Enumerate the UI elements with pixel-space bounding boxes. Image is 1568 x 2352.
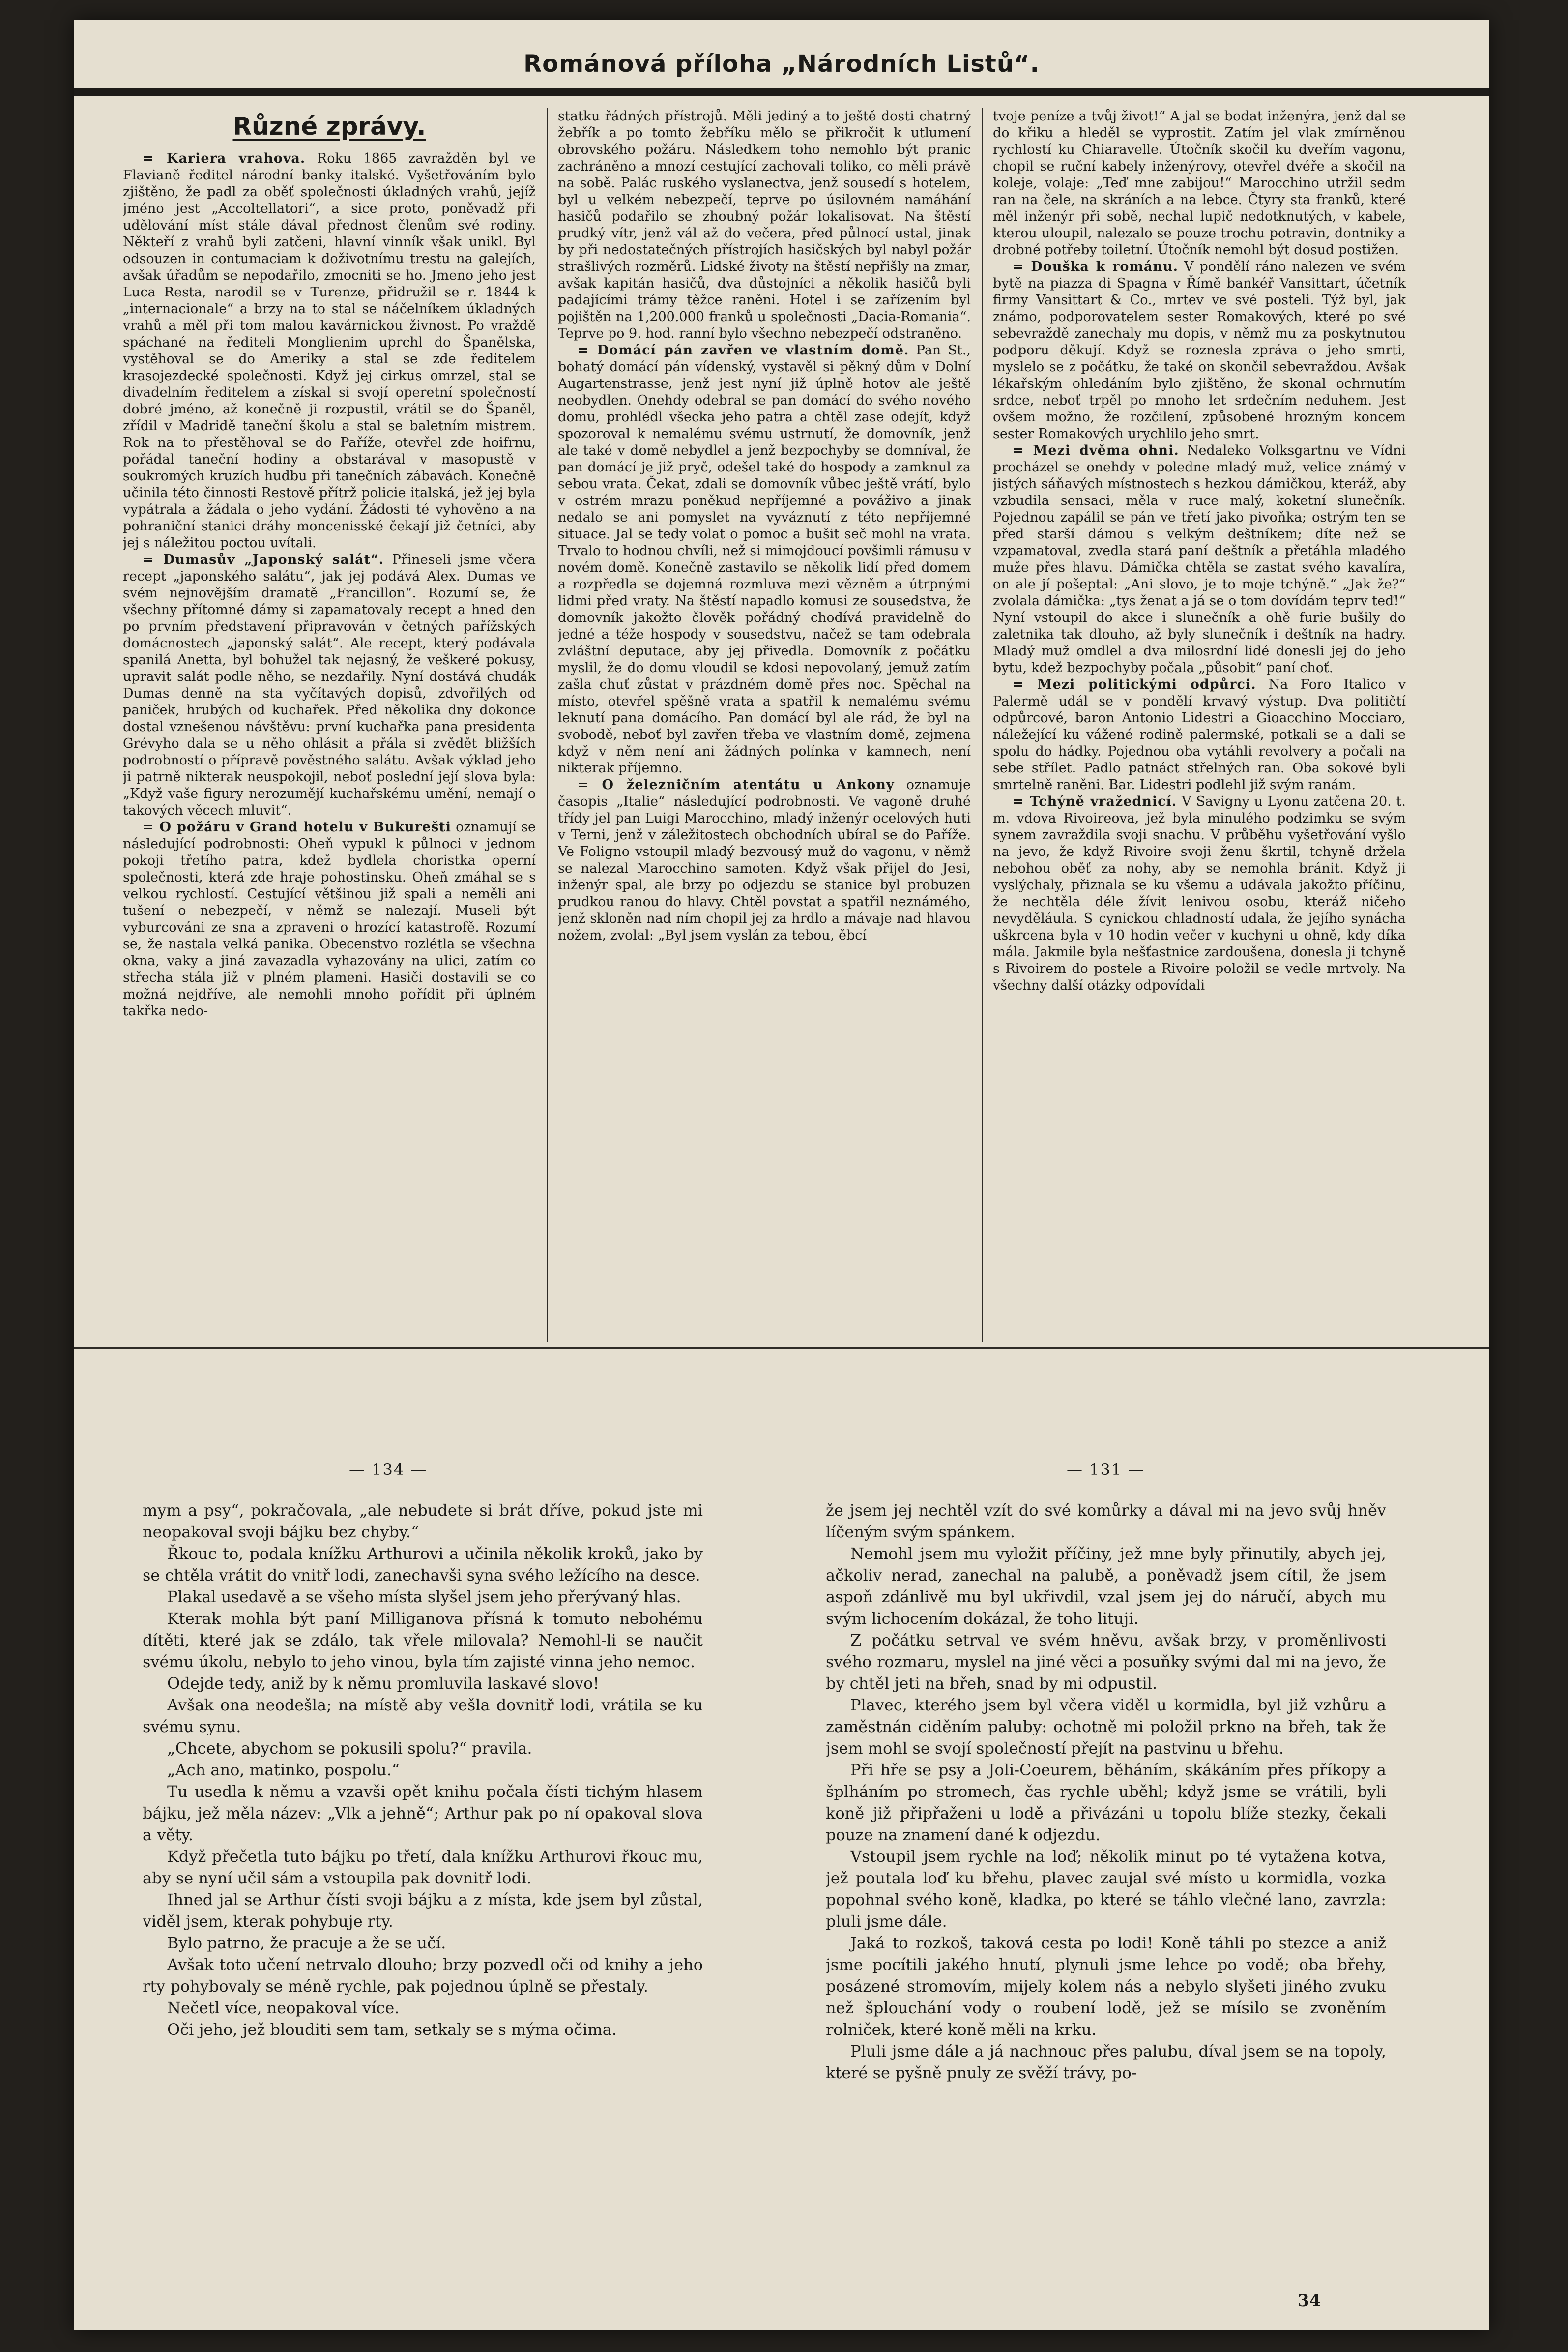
novel-paragraph: Při hře se psy a Joli-Coeurem, běháním, skákáním přes příkopy a šplháním po stromech, čas rychle uběhl; když jsme se vrátili, byli koně již připřaženi u lodě a přivázáni u topolu blíže stezky, čekali pouze na znamení dané k odjezdu. <box>826 1761 1386 1844</box>
news-item <box>123 552 536 819</box>
news-item-text: oznamuje časopis „Italie“ následující podrobnosti. Ve vagoně druhé třídy jel pan Luigi Marocchino, mladý inženýr ocelových huti v Terni, jenž v záležitostech obchodních ubíral se do Paříže. Ve Foligno vstoupil mladý bezvousý muž do vagonu, v němž se nalezal Marocchino samoten. Když však přijel do Jesi, inženýr spal, ale brzy po odjezdu se stanice byl probuzen prudkou ranou do hlavy. Chtěl povstat a spatřil neznámého, jenž skloněn nad ním chopil jej za hrdlo a mávaje nad hlavou nožem, zvolal: „Byl jsem vyslán za tebou, ěbcí <box>558 777 971 943</box>
news-item-title: = O železničním atentátu u Ankony <box>578 777 895 793</box>
news-item-title: = Mezi politickými odpůrci. <box>1013 677 1256 692</box>
section-divider <box>74 1347 1489 1349</box>
novel-paragraph: Plavec, kterého jsem byl včera viděl u kormidla, byl již vzhůru a zaměstnán ciděním paluby: ochotně mi položil prkno na břeh, tak že jsem mohl se svojí společností přejít na pastvinu u břehu. <box>826 1696 1386 1758</box>
news-item-title: = O požáru v Grand hotelu v Bukurešti <box>143 820 451 835</box>
novel-left-page <box>143 1499 703 2286</box>
news-column-1 <box>123 108 536 1347</box>
news-item-title: = Dumasův „Japonský salát“. <box>143 552 384 567</box>
signature-mark: 34 <box>1298 2291 1321 2311</box>
novel-paragraph: Pluli jsme dále a já nachnouc přes palubu, díval jsem se na topoly, které se pyšně pnuly ze svěží trávy, po- <box>826 2042 1386 2082</box>
column-divider <box>982 108 983 1342</box>
novel-paragraph: Nemohl jsem mu vyložit příčiny, jež mne byly přinutily, abych jej, ačkoliv nerad, zanechal na palubě, a poněvadž jsem cítil, že jsem aspoň zdánlivě mu byl ukřivdil, vzal jsem jej do náručí, abych mu svým lichocením dokázal, že toho lituji. <box>826 1544 1386 1628</box>
news-item <box>123 819 536 1020</box>
news-item-text: V pondělí ráno nalezen ve svém bytě na piazza di Spagna v Římě bankéř Vansittart, účetník firmy Vansittart & Co., mrtev ve své posteli. Týž byl, jak známo, podporovatelem sester Romakových, které po své sebevraždě zanechaly mu dopis, v němž mu za poskytnutou podporu děkují. Když se roznesla zpráva o jeho smrti, myslelo se z počátku, že také on skončil sebevraždou. Avšak lékařským ohledáním bylo zjištěno, že skonal ochrnutím srdce, neboť trpěl po mnoho let srdečním neduhem. Jest ovšem možno, že rozčilení, způsobené hrozným koncem sester Romakových urychlilo jeho smrt. <box>993 259 1406 441</box>
novel-paragraph: Když přečetla tuto bájku po třetí, dala knížku Arthurovi řkouc mu, aby se nyní učil sám a vstoupila pak dovnitř lodi. <box>143 1847 703 1887</box>
novel-paragraph: Ihned jal se Arthur čísti svoji bájku a z místa, kde jsem byl zůstal, viděl jsem, kterak pohybuje rty. <box>143 1890 703 1931</box>
novel-paragraph: Tu usedla k němu a vzavši opět knihu počala čísti tichým hlasem bájku, jež měla název: „Vlk a jehně“; Arthur pak po ní opakoval slova a věty. <box>143 1782 703 1844</box>
page-number-right: — 131 — <box>1067 1460 1145 1479</box>
news-item <box>558 108 971 342</box>
news-item-text: tvoje peníze a tvůj život!“ A jal se bodat inženýra, jenž dal se do křiku a hleděl se vyprostit. Zatím jel vlak zmírněnou rychlostí ku Chiaravelle. Útočník skočil ku dveřím vagonu, chopil se ruční kabely inženýrovy, otevřel dvéře a skočil na koleje, volaje: „Teď mne zabijou!“ Marocchino utržil sedm ran na čele, na skráních a na lebce. Čtyry sta franků, které měl inženýr při sobě, nechal lupič nedotknutých, v kabele, kterou uloupil, nalezalo se pouze trochu potravin, dontniky a drobné potřeby toiletní. Útočník nemohl být dosud postižen. <box>993 109 1406 258</box>
news-item <box>993 259 1406 442</box>
novel-paragraph: Vstoupil jsem rychle na loď; několik minut po té vytažena kotva, jež poutala loď ku břehu, plavec zaujal své místo u kormidla, vozka popohnal svého koně, kladka, po které se táhlo vlečné lano, zavrzla: pluli jsme dále. <box>826 1847 1386 1931</box>
news-item-text: Na Foro Italico v Palermě udál se v pondělí krvavý výstup. Dva političtí odpůrcové, baron Antonio Lidestri a Gioacchino Mocciaro, náležející ku vážené rodině palermské, potkali se a dali se spolu do hádky. Pojednou oba vytáhli revolvery a počali na sebe střílet. Padlo patnáct střelných ran. Oba sokové byli smrtelně raněni. Bar. Lidestri podlehl již svým ranám. <box>993 677 1406 793</box>
novel-paragraph: Kterak mohla být paní Milliganova přísná k tomuto nebohému dítěti, které jak se zdálo, tak vřele milovala? Nemohl-li se naučit svému úkolu, nebylo to jeho vinou, byla tím zajisté vinna jeho nemoc. <box>143 1609 703 1671</box>
novel-right-page <box>826 1499 1386 2286</box>
news-item <box>558 342 971 777</box>
novel-paragraph: Odejde tedy, aniž by k němu promluvila laskavé slovo! <box>167 1674 600 1693</box>
section-title: Různé zprávy. <box>232 112 426 141</box>
running-title: Románová příloha „Národních Listů“. <box>523 50 1040 78</box>
novel-paragraph: „Chcete, abychom se pokusili spolu?“ pravila. <box>167 1739 532 1758</box>
news-item-title: = Tchýně vražednicí. <box>1013 794 1177 809</box>
news-item-text: Přineseli jsme včera recept „japonského salátu“, jak jej podává Alex. Dumas ve svém nejnovějším dramatě „Francillon“. Rozumí se, že všechny přítomné dámy si zapamatovaly recept a hned den po prvním představení připravován v četných pařížských domácnostech „japonský salát“. Ale recept, který podávala spanilá Anetta, byl bohužel tak nejasný, že veškeré pokusy, upravit salát podle něho, se nezdařily. Nyní dostává chudák Dumas denně na sta vyčítavých dopisů, zdvořilých od paniček, hrubých od kuchařek. Před několika dny dokonce dostal vznešenou návštěvu: první kuchařka pana presidenta Grévyho dala se u něho ohlásit a přála si zvědět bližších podrobností o přípravě pověstného salátu. Avšak výklad jeho ji patrně nikterak neuspokojil, neboť poslední její slova byla: „Když vaše figury nerozumějí kuchařskému umění, nemají o takových věcech mluvit“. <box>123 552 536 818</box>
novel-paragraph: Bylo patrno, že pracuje a že se učí. <box>167 1934 446 1952</box>
news-column-3 <box>993 108 1406 1347</box>
news-item-text: Nedaleko Volksgartnu ve Vídni procházel se onehdy v poledne mladý muž, velice známý v jistých sáňavých místnostech s hezkou dámičkou, kteráž, aby vzbudila sensaci, měla v ruce malý, koketní slunečník. Pojednou zapálil se pán ve třetí jako pivoňka; ostrým ten se před starší dámou s velkým deštníkem; díte než se vzpamatoval, zvedla stará paní deštník a přetáhla mladého muže přes hlavu. Dámička chtěla se zastat svého kavalíra, on ale jí pošeptal: „Ani slovo, je to moje tchýně.“ „Jak že?“ zvolala dámička: „tys ženat a já se o tom dovídám teprv teď!“ Nyní vstoupil do akce i slunečník a ohě furie bušily do zaletnika tak dlouho, až byly slunečník i deštník na hadry. Mladý muž omdlel a dva milosrdní lidé donesli jej do jeho bytu, kdež bezpochyby počala „působit“ paní choť. <box>993 443 1406 676</box>
novel-paragraph: že jsem jej nechtěl vzít do své komůrky a dával mi na jevo svůj hněv líčeným svým spánkem. <box>826 1501 1386 1541</box>
novel-paragraph: Z počátku setrval ve svém hněvu, avšak brzy, v proměnlivosti svého rozmaru, myslel na jiné věci a posuňky svými dal mi na jevo, že by chtěl jeti na břeh, snad by mi odpustil. <box>826 1631 1386 1693</box>
novel-paragraph: Oči jeho, jež blouditi sem tam, setkaly se s mýma očima. <box>167 2020 617 2039</box>
column-divider <box>547 108 548 1342</box>
news-item <box>993 794 1406 994</box>
news-column-2 <box>558 108 971 1347</box>
novel-paragraph: mym a psy“, pokračovala, „ale nebudete si brát dříve, pokud jste mi neopakoval svoji bájku bez chyby.“ <box>143 1501 703 1541</box>
novel-paragraph: Avšak ona neodešla; na místě aby vešla dovnitř lodi, vrátila se ku svému synu. <box>143 1696 703 1736</box>
news-item <box>993 442 1406 676</box>
novel-paragraph: Jaká to rozkoš, taková cesta po lodi! Koně táhli po stezce a aniž jsme pocítili jakého hnutí, plynuli jsme lehce po vodě; oba břehy, posázené stromovím, mijely kolem nás a nebylo slyšeti jiného zvuku než šplouchání vody o roubení lodě, jež se mísilo se zvoněním rolniček, které koně měli na krku. <box>826 1934 1386 2039</box>
header-rule <box>74 88 1489 96</box>
news-item-title: = Douška k románu. <box>1013 259 1179 274</box>
news-item <box>558 777 971 944</box>
novel-paragraph: Řkouc to, podala knížku Arthurovi a učinila několik kroků, jako by se chtěla vrátit do vnitř lodi, zanechavši syna svého ležícího na desce. <box>143 1544 703 1585</box>
news-item-text: oznamují se následující podrobnosti: Oheň vypukl k půlnoci v jednom pokoji třetího patra, kdež bydlela choristka operní společnosti, která zde hraje pohostinsku. Oheň zmáhal se s velkou rychlostí. Cestující většinou již spali a neměli ani tušení o nebezpečí, v němž se nalezají. Museli být vyburcováni ze sna a zpraveni o hrozící katastrofě. Rozumí se, že nastala velká panika. Obecenstvo rozlétla se všechna okna, vaky a jiná zavazadla vyhazovány na ulici, zatím co střecha stála již v plném plameni. Hasiči dostavili se co možná nejdříve, ale nemohli mnoho pořídit při úplném takřka nedo- <box>123 820 536 1019</box>
novel-paragraph: Nečetl více, neopakoval více. <box>167 1999 400 2017</box>
news-item-text: V Savigny u Lyonu zatčena 20. t. m. vdova Rivoireova, jež byla minulého podzimku se svým synem zavraždila svoji snachu. V průběhu vyšetřování vyšlo na jevo, že když Rivoire svoji ženu škrtil, tchyně držela nebohou oběť za nohy, aby se nemohla bránit. Když ji vyslýchaly, přiznala se ku všemu a udávala jakožto příčinu, že nechtěla déle žívit lenivou osobu, kteráž ničeho nevyděláula. S cynickou chladností udala, že jejího synácha uškrcena byla v 10 hodin večer v kuchyni u ohně, kdy díka mála. Jakmile byla nešťastnice zardoušena, donesla ji tchyně s Rivoirem do postele a Rivoire položil se vedle mrtvoly. Na všechny další otázky odpovídali <box>993 794 1406 993</box>
news-item-text: Roku 1865 zavražděn byl ve Flavianě ředitel národní banky italské. Vyšetřováním bylo zjištěno, že padl za oběť společnosti úkladných vrahů, jejíž jméno jest „Accoltellatori“, a sice proto, poněvadž při udělování míst stále dával přednost členům své rodiny. Někteří z vrahů byli zatčeni, hlavní vinník však unikl. Byl odsouzen in contumaciam k doživotnímu trestu na galejích, avšak úřadům se nepodařilo, zmocniti se ho. Jmeno jeho jest Luca Resta, narodil se v Turenze, přidružil se r. 1844 k „internacionale“ a brzy na to stal se náčelníkem úkladných vrahů a měl při tom malou kavárnickou živnost. Po vraždě spáchané na řediteli Monglienim uprchl do Španělska, vystěhoval se do Ameriky a stal se zde ředitelem krasojezdecké společnosti. Když jej cirkus omrzel, stal se divadelním ředitelem a získal si svojí operetní společností dobré jméno, až konečně ji rozpustil, vrátil se do Španěl, zřídil v Madridě taneční školu a stal se baletním mistrem. Rok na to přestěhoval se do Paříže, otevřel zde hoifrnu, pořádal taneční hodiny a obstarával v masopustě v soukromých kruzích hudbu při tanečních zábavách. Konečně učinila této činnosti Restově přítrž policie italská, jež jej byla vypátrala a žádala o jeho vydání. Žádosti té vyhověno a na pohraniční stanici dráhy moncenisské čekají již četníci, aby jej s náležitou poctou uvítali. <box>123 151 536 551</box>
news-item-text: statku řádných přístrojů. Měli jediný a to ještě dosti chatrný žebřík a po tomto žebříku mělo se přikročit k utlumení obrovského požáru. Následkem toho nemohlo být pranic zachráněno a mnozí cestující zachovali toliko, co měli právě na sobě. Palác ruského vyslanectva, jenž sousedí s hotelem, byl u velkém nebezpečí, teprve po úsilovném namáhání hasičů podařilo se zhoubný požár lokalisovat. Na štěstí prudký vítr, jenž vál až do večera, před půlnocí ustal, jinak by při nedostatečných přístrojích hasičských byl nabyl požár strašlivých rozměrů. Lidské životy na štěstí nepřišly na zmar, avšak kapitán hasičů, dva důstojníci a několik hasičů byli padajícími trámy těžce raněni. Hotel i se zařízením byl pojištěn na 1,200.000 franků u společnosti „Dacia-Romania“. Teprve po 9. hod. ranní bylo všechno nebezpečí odstraněno. <box>558 109 971 341</box>
newspaper-page <box>74 20 1489 2330</box>
page-number-left: — 134 — <box>349 1460 428 1479</box>
news-item-title: = Kariera vrahova. <box>143 151 306 166</box>
novel-paragraph: Plakal usedavě a se všeho místa slyšel jsem jeho přerývaný hlas. <box>167 1588 681 1606</box>
news-item-title: = Mezi dvěma ohni. <box>1013 443 1179 458</box>
news-item-title: = Domácí pán zavřen ve vlastním domě. <box>578 343 909 358</box>
novel-paragraph: „Ach ano, matinko, pospolu.“ <box>167 1761 400 1779</box>
news-item-text: Pan St., bohatý domácí pán vídenský, vystavěl si pěkný dům v Dolní Augartenstrasse, jenž jest nyní již úplně hotov ale ještě neobydlen. Onehdy odebral se pan domácí do svého nového domu, prohlédl všecka jeho patra a chtěl zase odejít, když spozoroval k nemalému svému ustrnutí, že domovník, jenž ale také v domě nebydlel a jenž bezpochyby se domníval, že pan domácí je již pryč, odešel také do hospody a zamknul za sebou vrata. Čekat, zdali se domovník vůbec ještě vrátí, bylo v ostrém mrazu poněkud nepříjemné a pováživo a jinak nedalo se ani pomyslet na vyváznutí z této nepříjemné situace. Jal se tedy volat o pomoc a bušit seč mohl na vrata. Trvalo to hodnou chvíli, než si mimojdoucí povšimli rámusu v novém domě. Konečně zastavilo se několik lidí před domem a rozpředla se dojemná rozmluva mezi vězněm a útrpnými lidmi před vraty. Na štěstí napadlo komusi ze sousedstva, že domovník jakožto člověk pořádný chodívá pravidelně do jedné a téže hospody v sousedstvu, načež se tam odebrala zvláštní deputace, aby jej přivedla. Domovník z počátku myslil, že do domu vloudil se kdosi nepovolaný, jemuž zatím zašla chuť zůstat v prázdném domě přes noc. Spěchal na místo, otevřel spěšně vrata a spatřil k nemalému svému leknutí pana domácího. Pan domácí byl ale rád, že byl na svobodě, neboť byl zavřen třeba ve vlastním domě, zejmena když v něm není ani žádných polínka v kamnech, není nikterak příjemno. <box>558 343 971 776</box>
news-item <box>993 108 1406 259</box>
news-item <box>993 676 1406 794</box>
novel-paragraph: Avšak toto učení netrvalo dlouho; brzy pozvedl oči od knihy a jeho rty pohybovaly se méně rychle, pak pojednou úplně se přestaly. <box>143 1955 703 1996</box>
news-item <box>123 150 536 552</box>
